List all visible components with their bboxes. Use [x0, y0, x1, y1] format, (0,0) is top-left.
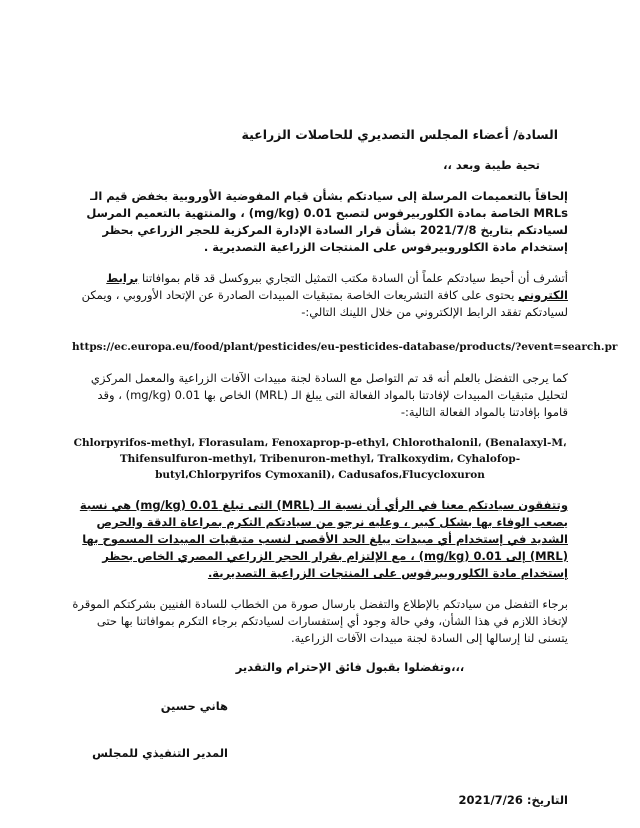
letter-date: التاريخ: 2021/7/26 — [458, 793, 568, 807]
active-substances-list: Chlorpyrifos-methyl، Florasulam، Fenoxaprop-p-ethyl، Chlorothalonil، (Benalaxyl-M، Thifensulfuron-methyl، Tribenuron-methyl، Tralkoxydim، Cyhalofop-butyl،Chlorpyrifos Cymoxanil)، Cadusafos،Flucycloxuron — [73, 437, 567, 481]
electronic-link-mention: برابط الكتروني — [106, 271, 568, 302]
paragraph-reference: إلحاقاً بالتعميمات المرسلة إلى سيادتكم بشأن قيام المفوضية الأوروبية بخفض قيم الـ MRLs الخاصة بمادة الكلوربيرفوس لتصبح 0.01 (mg/kg) ، والمنتهية بالتعميم المرسل لسيادتكم بتاريخ 2021/7/8 بشأن قرار السادة الإدارة المركزية للحجر الزراعي بحظر إستخدام مادة الكلوروبيرفوس على المنتجات الزراعية التصديرية . — [86, 189, 568, 254]
paragraph-compliance-request: وتتفقون سيادتكم معنا في الرأي أن نسبة الـ (MRL) التى تبلغ 0.01 (mg/kg) هي نسبة يصعب الوفاء بها بشكل كبير ، وعليه نرجو من سيادتكم التكرم بمراعاة الدقة والحرص الشديد في إستخدام أي مبيدات يبلغ الحد الأقصى لنسب متبقيات المبيدات المسموح بها (MRL) إلى 0.01 (mg/kg) ، مع الإلتزام بقرار الحجر الزراعي المصري الخاص بحظر إستخدام مادة الكلوروبيرفوس على المنتجات الزراعية التصديرية. — [79, 498, 568, 580]
addressee-line: السادة/ أعضاء المجلس التصديري للحاصلات الزراعية — [241, 127, 558, 142]
signature-title: المدير التنفيذي للمجلس — [92, 746, 228, 760]
closing-line: وتفضلوا بقبول فائق الإحترام والتقدير،،، — [235, 660, 465, 674]
greeting-line: تحية طيبة وبعد ،، — [443, 158, 540, 172]
eu-pesticides-database-link[interactable]: https://ec.europa.eu/food/plant/pesticides/eu-pesticides-database/products/?event=search.pr — [72, 341, 618, 353]
paragraph-notice — [72, 270, 568, 321]
paragraph-circulation-request: برجاء التفضل من سيادتكم بالإطلاع والتفضل بارسال صورة من الخطاب للسادة الفنيين بشركتكم الموقرة لإتخاذ اللازم في هذا الشأن، وفي حالة وجود أي إستفسارات لسيادتكم برجاء التكرم بموافاتنا بها حتى يتسنى لنا إرسالها إلى السادة لجنة مبيدات الآفات الزراعية. — [72, 597, 568, 645]
paragraph-notice-text-a: أتشرف أن أحيط سيادتكم علماً أن السادة مكتب التمثيل التجاري ببروكسل قد قام بموافاتنا — [142, 271, 568, 285]
signature-name: هاني حسين — [160, 699, 228, 713]
paragraph-active-substances-intro: كما يرجى التفضل بالعلم أنه قد تم التواصل مع السادة لجنة مبيدات الآفات الزراعية والمعمل المركزي لتحليل متبقيات المبيدات لإفادتنا بالمواد الفعالة التى يبلغ الـ (MRL) الخاص بها 0.01 (mg/kg) ، وقد قاموا بإفادتنا بالمواد الفعالة التالية:- — [90, 371, 568, 419]
paragraph-notice-text-b: يحتوى على كافة التشريعات الخاصة بمتبقيات المبيدات الصادرة عن الإتحاد الأوروبي ، ويمكن لسيادتكم تفقد الرابط الإلكتروني من خلال اللينك التالي:- — [81, 288, 568, 319]
